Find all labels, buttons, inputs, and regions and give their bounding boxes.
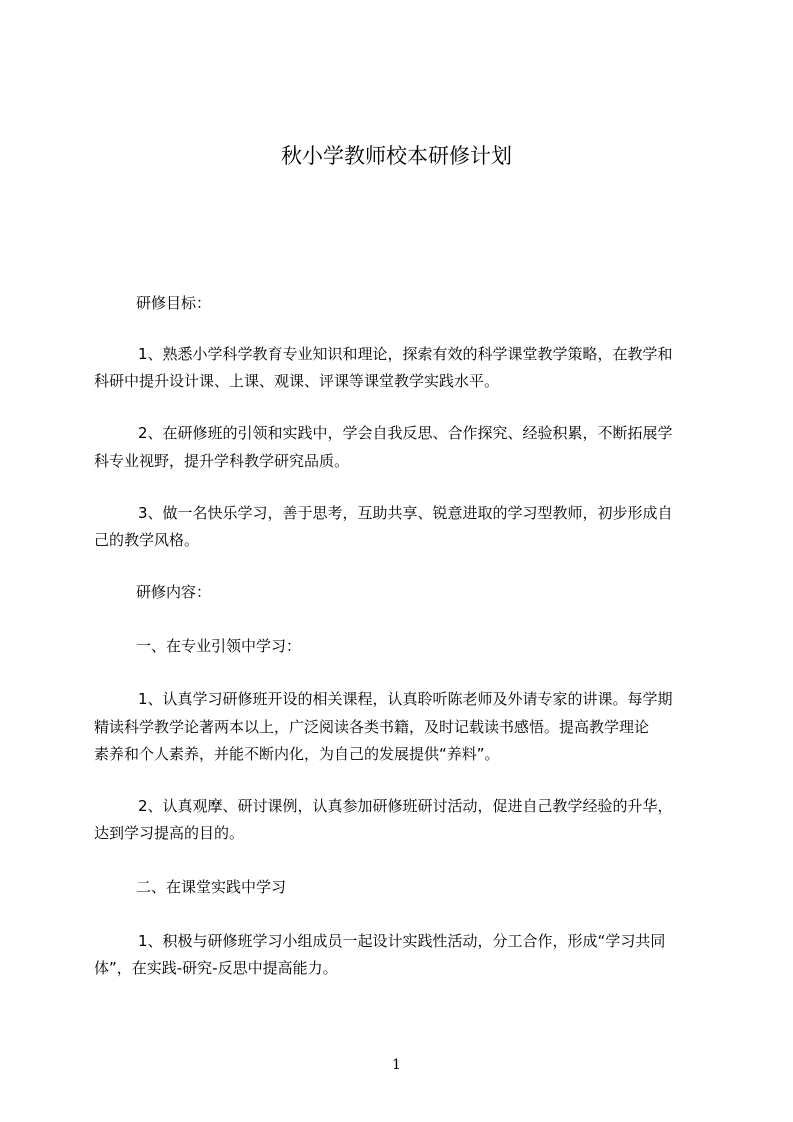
page-number: 1 <box>392 1057 401 1073</box>
paragraph-1-line-3: 素养和个人素养，并能不断内化，为自己的发展提供“养料”。 <box>94 745 500 763</box>
part-2-heading: 二、在课堂实践中学习 <box>136 878 287 896</box>
paragraph-2-line-2: 达到学习提高的目的。 <box>94 824 245 842</box>
goal-1-line-2: 科研中提升设计课、上课、观课、评课等课堂教学实践水平。 <box>94 372 500 390</box>
goal-3-line-1: 3、做一名快乐学习，善于思考，互助共享、锐意进取的学习型教师，初步形成自 <box>138 504 673 522</box>
goal-2-line-2: 科专业视野，提升学科教学研究品质。 <box>94 452 350 470</box>
document-title: 秋小学教师校本研修计划 <box>281 144 512 168</box>
goals-heading: 研修目标： <box>136 294 212 312</box>
content-heading: 研修内容： <box>136 583 212 601</box>
paragraph-1-line-1: 1、认真学习研修班开设的相关课程，认真聆听陈老师及外请专家的讲课。每学期 <box>138 690 673 708</box>
goal-1-line-1: 1、熟悉小学科学教育专业知识和理论，探索有效的科学课堂教学策略，在教学和 <box>138 345 673 363</box>
paragraph-1-line-2: 精读科学教学论著两本以上，广泛阅读各类书籍，及时记载读书感悟。提高教学理论 <box>94 718 650 736</box>
paragraph-3-line-1: 1、积极与研修班学习小组成员一起设计实践性活动，分工合作，形成“学习共同 <box>138 932 666 950</box>
paragraph-3-line-2: 体”，在实践-研究-反思中提高能力。 <box>94 959 338 977</box>
goal-3-line-2: 己的教学风格。 <box>94 531 200 549</box>
paragraph-2-line-1: 2、认真观摩、研讨课例，认真参加研修班研讨活动，促进自己教学经验的升华， <box>138 797 673 815</box>
goal-2-line-1: 2、在研修班的引领和实践中，学会自我反思、合作探究、经验积累，不断拓展学 <box>138 424 673 442</box>
part-1-heading: 一、在专业引领中学习： <box>136 637 302 655</box>
